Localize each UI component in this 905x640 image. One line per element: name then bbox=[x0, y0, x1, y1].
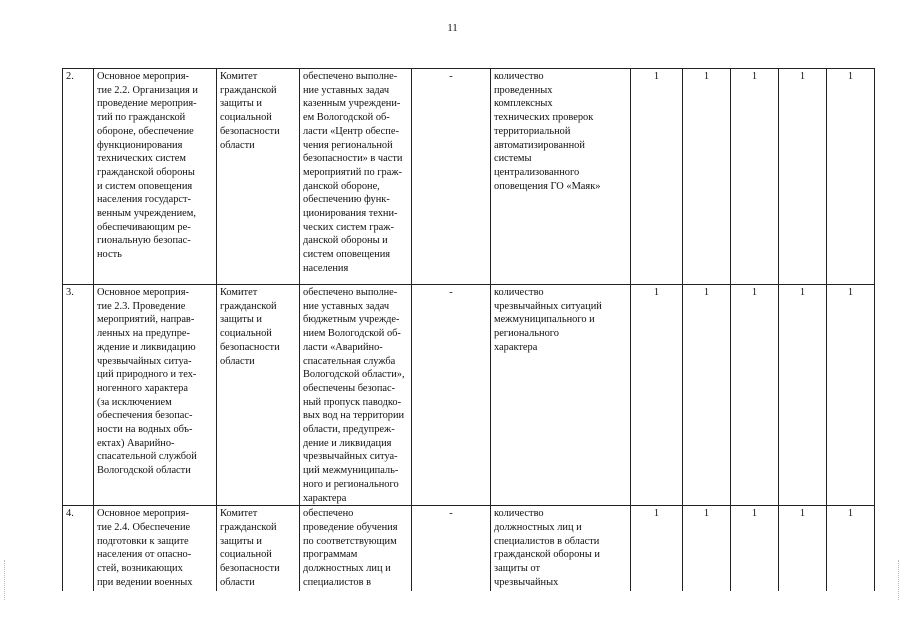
row-number: 4. bbox=[63, 506, 94, 592]
scan-edge-mark bbox=[4, 560, 7, 600]
value-cell: 1 bbox=[683, 285, 731, 506]
row-number: 3. bbox=[63, 285, 94, 506]
value-cell: 1 bbox=[731, 285, 779, 506]
value-cell: 1 bbox=[779, 506, 827, 592]
value-cell: 1 bbox=[683, 506, 731, 592]
executor-cell: Комитет гражданской защиты и социальной безопасности области bbox=[217, 285, 300, 506]
value-cell: 1 bbox=[827, 285, 875, 506]
dash-cell: - bbox=[412, 506, 491, 592]
value-cell: 1 bbox=[731, 69, 779, 285]
scan-edge-mark bbox=[898, 560, 901, 600]
indicator-cell: количество чрезвычайных ситуаций межмуниципального и регионального характера bbox=[491, 285, 631, 506]
table-row bbox=[63, 506, 875, 592]
value-cell: 1 bbox=[779, 285, 827, 506]
indicator-cell: количество должностных лиц и специалистов в области гражданской обороны и защиты от чрезвычайных bbox=[491, 506, 631, 592]
program-activities-table bbox=[62, 68, 875, 591]
table-row bbox=[63, 69, 875, 285]
executor-cell: Комитет гражданской защиты и социальной безопасности области bbox=[217, 506, 300, 592]
value-cell: 1 bbox=[631, 285, 683, 506]
activity-cell: Основное мероприя- тие 2.4. Обеспечение подготовки к защите населения от опасно- стей, возникающих при ведении военных bbox=[94, 506, 217, 592]
value-cell: 1 bbox=[779, 69, 827, 285]
result-cell: обеспечено выполне- ние уставных задач казенным учреждени- ем Вологодской об- ласти «Центр обеспе- чения региональной безопасности» в части мероприятий по граж- данской обороне, обеспечению функ- ционирования техни- ческих систем граж- данской обороны и систем оповещения населения bbox=[300, 69, 412, 285]
page-number: 11 bbox=[447, 22, 458, 34]
value-cell: 1 bbox=[631, 69, 683, 285]
row-number: 2. bbox=[63, 69, 94, 285]
activity-cell: Основное мероприя- тие 2.3. Проведение мероприятий, направ- ленных на предупре- ждение и ликвидацию чрезвычайных ситуа- ций природного и тех- ногенного характера (за исключением обеспечения безопас- ности на водных объ- ектах) Аварийно- спасательной службой Вологодской области bbox=[94, 285, 217, 506]
activity-cell: Основное мероприя- тие 2.2. Организация и проведение мероприя- тий по гражданской обороне, обеспечение функционирования технических систем гражданской обороны и систем оповещения населения государст- венным учреждением, обеспечивающим ре- гиональную безопас- ность bbox=[94, 69, 217, 285]
dash-cell: - bbox=[412, 69, 491, 285]
executor-cell: Комитет гражданской защиты и социальной безопасности области bbox=[217, 69, 300, 285]
result-cell: обеспечено проведение обучения по соответствующим программам должностных лиц и специалистов в bbox=[300, 506, 412, 592]
value-cell: 1 bbox=[631, 506, 683, 592]
indicator-cell: количество проведенных комплексных технических проверок территориальной автоматизированной системы централизованного оповещения ГО «Маяк» bbox=[491, 69, 631, 285]
value-cell: 1 bbox=[827, 69, 875, 285]
value-cell: 1 bbox=[731, 506, 779, 592]
value-cell: 1 bbox=[827, 506, 875, 592]
table-row bbox=[63, 285, 875, 506]
value-cell: 1 bbox=[683, 69, 731, 285]
result-cell: обеспечено выполне- ние уставных задач бюджетным учрежде- нием Вологодской об- ласти «Аварийно- спасательная служба Вологодской области», обеспечены безопас- ный пропуск паводко- вых вод на территории области, предупреж- дение и ликвидация чрезвычайных ситуа- ций межмуниципаль- ного и регионального характера bbox=[300, 285, 412, 506]
dash-cell: - bbox=[412, 285, 491, 506]
